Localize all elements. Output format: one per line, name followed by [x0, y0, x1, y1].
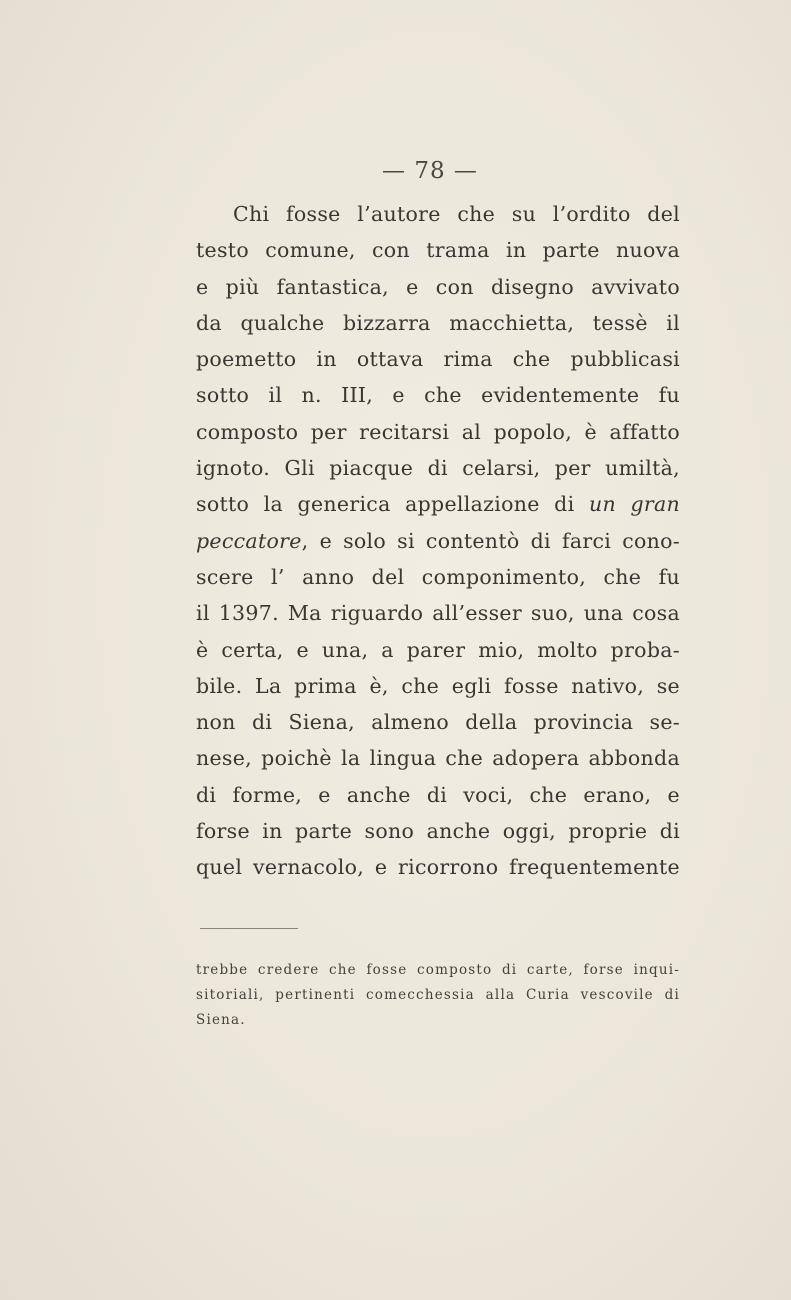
footnote-line: trebbe credere che fosse composto di carte, forse inqui-	[196, 962, 680, 978]
text-line: e più fantastica, e con disegno avvivato	[196, 274, 680, 299]
text-line: il 1397. Ma riguardo all’esser suo, una cosa	[196, 601, 680, 626]
text-line	[196, 523, 680, 559]
footnote-divider	[200, 928, 298, 929]
text-line: composto per recitarsi al popolo, è affatto	[196, 419, 680, 444]
text-segment: , e solo si contentò di farci cono-	[301, 528, 680, 553]
text-line: quel vernacolo, e ricorrono frequentemente	[196, 855, 680, 880]
italic-title-segment: un gran	[588, 492, 680, 517]
footnote-line: sitoriali, pertinenti comecchessia alla Curia vescovile di	[196, 987, 680, 1003]
main-paragraph	[196, 196, 680, 886]
page-number: — 78 —	[382, 158, 478, 184]
text-line: nese, poichè la lingua che adopera abbonda	[196, 746, 680, 771]
text-segment: sotto la generica appellazione di	[196, 492, 589, 517]
text-line: Chi fosse l’autore che su l’ordito del	[233, 202, 680, 226]
italic-title-segment: peccatore	[196, 528, 302, 553]
text-line: ignoto. Gli piacque di celarsi, per umiltà,	[196, 456, 680, 481]
footnote	[196, 958, 680, 1033]
text-line: sotto il n. III, e che evidentemente fu	[196, 383, 680, 408]
footnote-line: Siena.	[196, 1012, 246, 1028]
text-line: poemetto in ottava rima che pubblicasi	[196, 347, 680, 372]
text-line: bile. La prima è, che egli fosse nativo, se	[196, 673, 680, 698]
text-line: testo comune, con trama in parte nuova	[196, 238, 680, 263]
text-line: di forme, e anche di voci, che erano, e	[196, 782, 680, 807]
text-line	[196, 486, 680, 522]
text-line: forse in parte sono anche oggi, proprie di	[196, 819, 680, 844]
text-line: è certa, e una, a parer mio, molto proba-	[196, 637, 680, 662]
text-line: non di Siena, almeno della provincia se-	[196, 710, 680, 735]
text-line: da qualche bizzarra macchietta, tessè il	[196, 310, 680, 335]
text-line: scere l’ anno del componimento, che fu	[196, 564, 680, 589]
